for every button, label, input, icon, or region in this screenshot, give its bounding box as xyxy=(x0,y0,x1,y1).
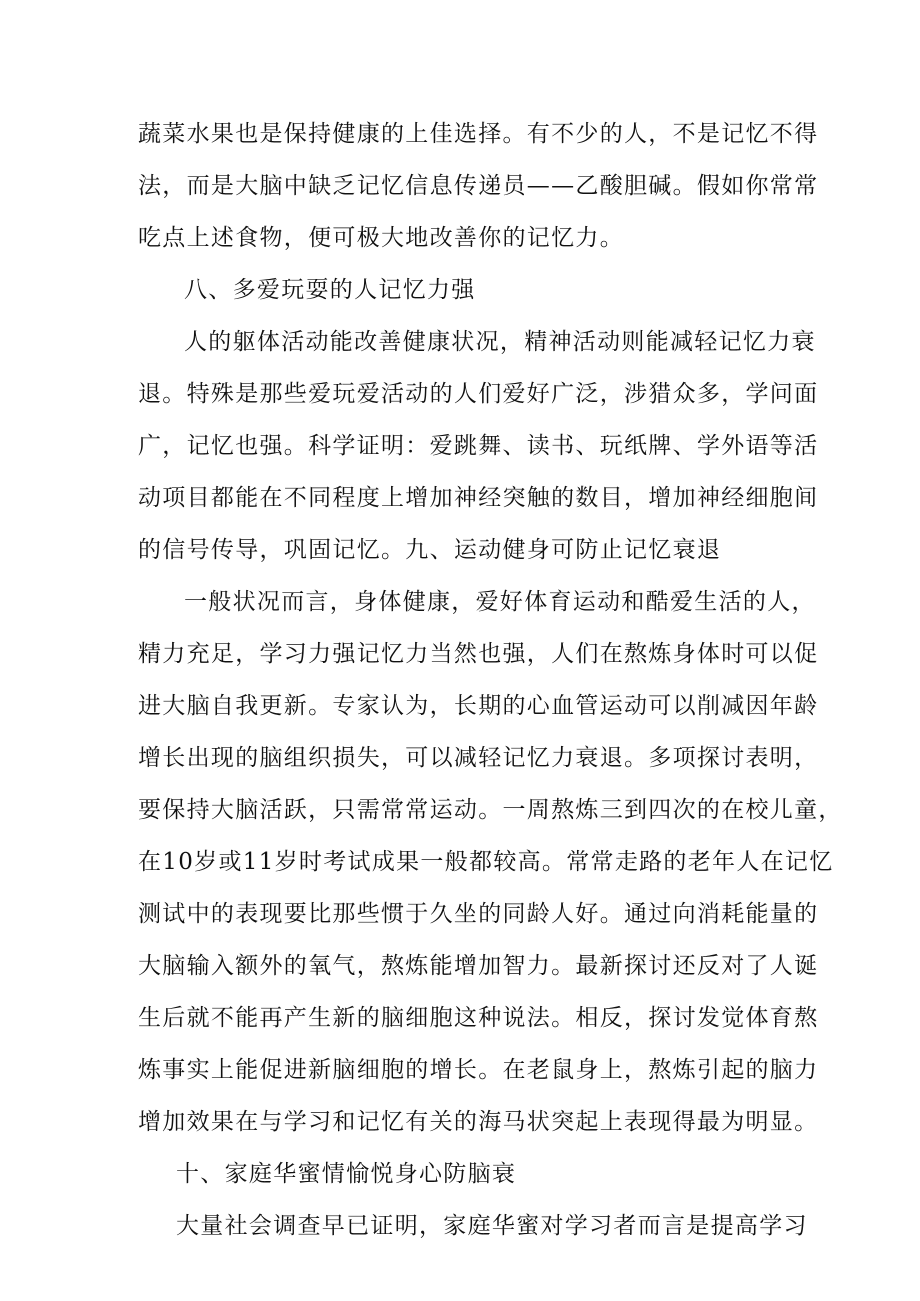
text-line: 大脑输入额外的氧气，熬炼能增加智力。最新探讨还反对了人诞 xyxy=(138,953,819,979)
text-line: 精力充足，学习力强记忆力当然也强，人们在熬炼身体时可以促 xyxy=(138,641,819,667)
text-line: 广，记忆也强。科学证明：爱跳舞、读书、玩纸牌、学外语等活 xyxy=(138,433,819,459)
text-line: 退。特殊是那些爱玩爱活动的人们爱好广泛，涉猎众多，学问面 xyxy=(138,381,819,407)
text-line: 的信号传导，巩固记忆。九、运动健身可防止记忆衰退 xyxy=(138,537,722,563)
document-body xyxy=(138,108,843,1252)
text-line: 人的躯体活动能改善健康状况，精神活动则能减轻记忆力衰 xyxy=(184,329,816,355)
text-line: 在10岁或11岁时考试成果一般都较高。常常走路的老年人在记忆 xyxy=(138,849,834,875)
text-line: 进大脑自我更新。专家认为，长期的心血管运动可以削减因年龄 xyxy=(138,693,819,719)
text-line: 一般状况而言，身体健康，爱好体育运动和酷爱生活的人， xyxy=(184,589,816,615)
text-line: 增长出现的脑组织损失，可以减轻记忆力衰退。多项探讨表明， xyxy=(138,745,819,771)
text-line: 大量社会调查早已证明，家庭华蜜对学习者而言是提高学习 xyxy=(176,1213,808,1239)
text-line: 动项目都能在不同程度上增加神经突触的数目，增加神经细胞间 xyxy=(138,485,819,511)
text-line: 蔬菜水果也是保持健康的上佳选择。有不少的人，不是记忆不得 xyxy=(138,121,819,147)
section-heading: 十、家庭华蜜情愉悦身心防脑衰 xyxy=(176,1161,517,1187)
text-line: 生后就不能再产生新的脑细胞这种说法。相反，探讨发觉体育熬 xyxy=(138,1005,819,1031)
text-line: 吃点上述食物，便可极大地改善你的记忆力。 xyxy=(138,225,624,251)
text-line: 炼事实上能促进新脑细胞的增长。在老鼠身上，熬炼引起的脑力 xyxy=(138,1057,819,1083)
text-line: 要保持大脑活跃，只需常常运动。一周熬炼三到四次的在校儿童， xyxy=(138,797,843,823)
section-heading: 八、多爱玩耍的人记忆力强 xyxy=(184,277,476,303)
text-line: 法，而是大脑中缺乏记忆信息传递员——乙酸胆碱。假如你常常 xyxy=(138,173,819,199)
text-line: 测试中的表现要比那些惯于久坐的同龄人好。通过向消耗能量的 xyxy=(138,901,819,927)
text-line: 增加效果在与学习和记忆有关的海马状突起上表现得最为明显。 xyxy=(138,1109,819,1135)
